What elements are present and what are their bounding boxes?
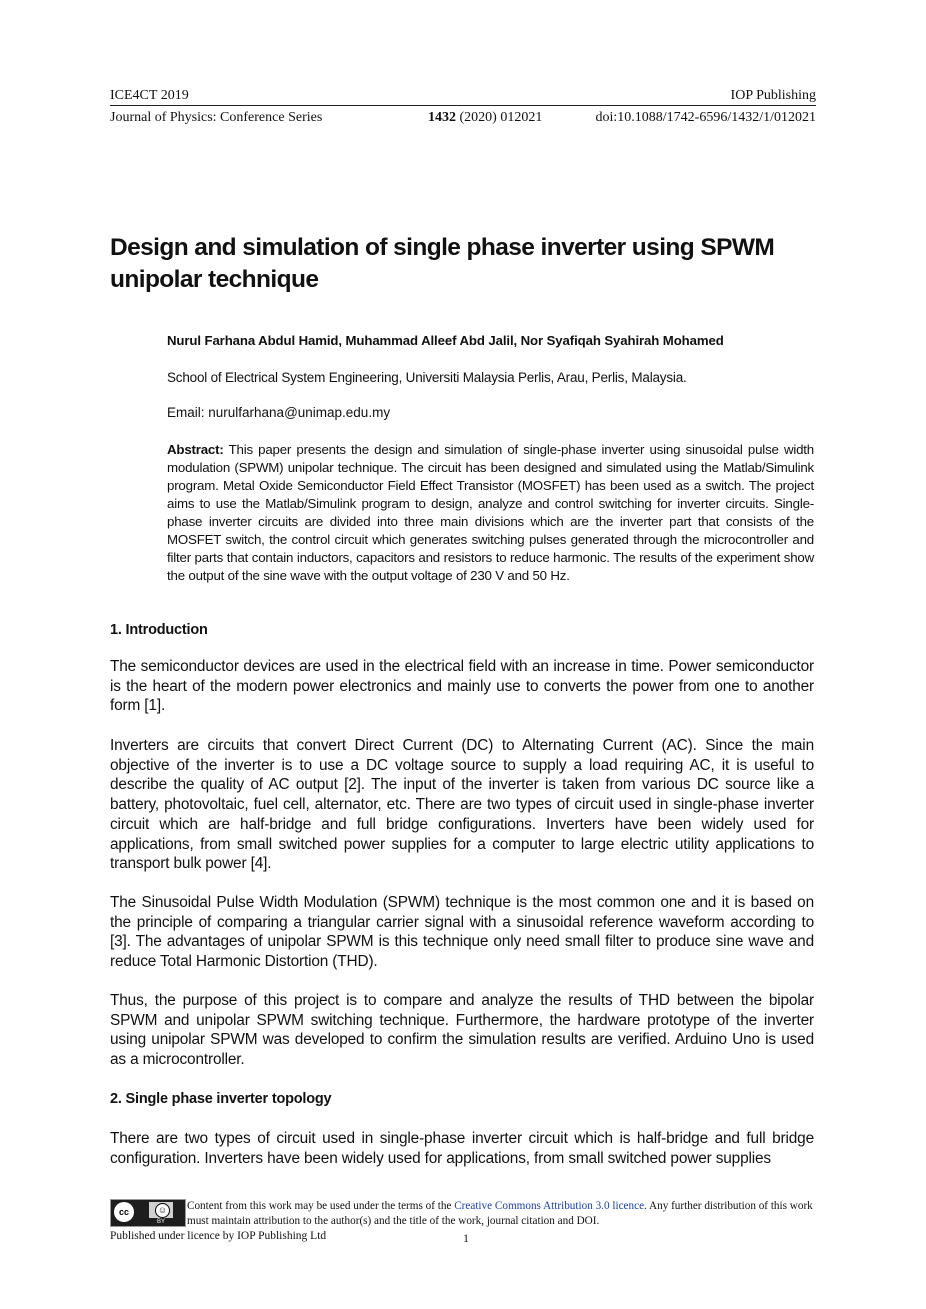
section-heading-topology: 2. Single phase inverter topology: [110, 1091, 332, 1107]
header-doi[interactable]: doi:10.1088/1742-6596/1432/1/012021: [595, 110, 816, 125]
intro-paragraph-2: Inverters are circuits that convert Direct Current (DC) to Alternating Current (AC). Since the main objective of the inverter is to use a DC voltage source to supply a load requiring AC, it is useful to describe the quality of AC output [2]. The input of the inverter is taken from various DC source like a battery, photovoltaic, fuel cell, alternator, etc. There are two types of circuit used in single-phase inverter circuit which are half-bridge and full bridge configurations. Inverters have been widely used for applications, from small switched power supplies for a computer to large electric utility applications to transport bulk power [4].: [110, 737, 814, 873]
license-text: [187, 1199, 817, 1229]
attribution-icon: [149, 1202, 173, 1218]
header-volume: 1432: [428, 110, 456, 125]
intro-paragraph-4: Thus, the purpose of this project is to compare and analyze the results of THD between the bipolar SPWM and unipolar SPWM switching technique. Furthermore, the hardware prototype of the inverter using unipolar SPWM was developed to confirm the simulation results are verified. Arduino Uno is used as a microcontroller.: [110, 992, 814, 1069]
license-pre: Content from this work may be used under the terms of the: [187, 1200, 455, 1212]
abstract-text: This paper presents the design and simulation of single-phase inverter using sinusoidal pulse width modulation (SPWM) unipolar technique. The circuit has been designed and simulated using the Matlab/Simulink program. Metal Oxide Semiconductor Field Effect Transistor (MOSFET) has been used as a switch. The project aims to use the Matlab/Simulink program to design, analyze and control switching for inverter circuits. Single-phase inverter circuits are divided into three main divisions which are the inverter part that consists of the MOSFET switch, the control circuit which generates switching pulses generated through the microcontroller and filter parts that contain inductors, capacitors and resistors to reduce harmonic. The results of the experiment show the output of the sine wave with the output voltage of 230 V and 50 Hz.: [167, 442, 814, 583]
paper-title: Design and simulation of single phase inverter using SPWM unipolar technique: [110, 234, 775, 293]
topology-paragraph-1: There are two types of circuit used in single-phase inverter circuit which is half-bridge and full bridge configuration. Inverters have been widely used for applications, from small switched power supplies: [110, 1130, 814, 1167]
section-heading-introduction: 1. Introduction: [110, 622, 208, 638]
affiliation: School of Electrical System Engineering, Universiti Malaysia Perlis, Arau, Perlis, Malaysia.: [167, 370, 687, 385]
intro-paragraph-3: The Sinusoidal Pulse Width Modulation (SPWM) technique is the most common one and it is based on the principle of comparing a triangular carrier signal with a sinusoidal reference waveform according to [3]. The advantages of unipolar SPWM is this technique only need small filter to produce sine wave and reduce Total Harmonic Distortion (THD).: [110, 894, 814, 971]
person-icon: ☺: [155, 1203, 170, 1218]
license-link[interactable]: Creative Commons Attribution 3.0 licence: [454, 1200, 645, 1212]
author-list: Nurul Farhana Abdul Hamid, Muhammad Alleef Abd Jalil, Nor Syafiqah Syahirah Mohamed: [167, 333, 724, 348]
abstract: [167, 441, 814, 585]
intro-paragraph-1: The semiconductor devices are used in the electrical field with an increase in time. Power semiconductor is the heart of the modern power electronics and mainly use to converts the power from one to another form [1].: [110, 658, 814, 715]
header-year-article: (2020) 012021: [456, 110, 543, 125]
cc-by-badge: [110, 1199, 186, 1227]
header-publisher: IOP Publishing: [730, 88, 816, 103]
header-rule: [110, 105, 816, 106]
page-number: 1: [463, 1231, 469, 1245]
abstract-label: Abstract:: [167, 442, 224, 457]
contact-email[interactable]: Email: nurulfarhana@unimap.edu.my: [167, 405, 391, 420]
header-journal: Journal of Physics: Conference Series: [110, 110, 323, 125]
published-notice: Published under licence by IOP Publishing Ltd: [110, 1230, 327, 1242]
header-conference: ICE4CT 2019: [110, 88, 189, 103]
license-post: . Any further distribution of this work must maintain attribution to the author(s) and the title of the work, journal citation and DOI.: [187, 1200, 813, 1227]
by-label: BY: [156, 1219, 165, 1225]
cc-icon: cc: [114, 1202, 134, 1222]
header-citation: [428, 110, 542, 126]
